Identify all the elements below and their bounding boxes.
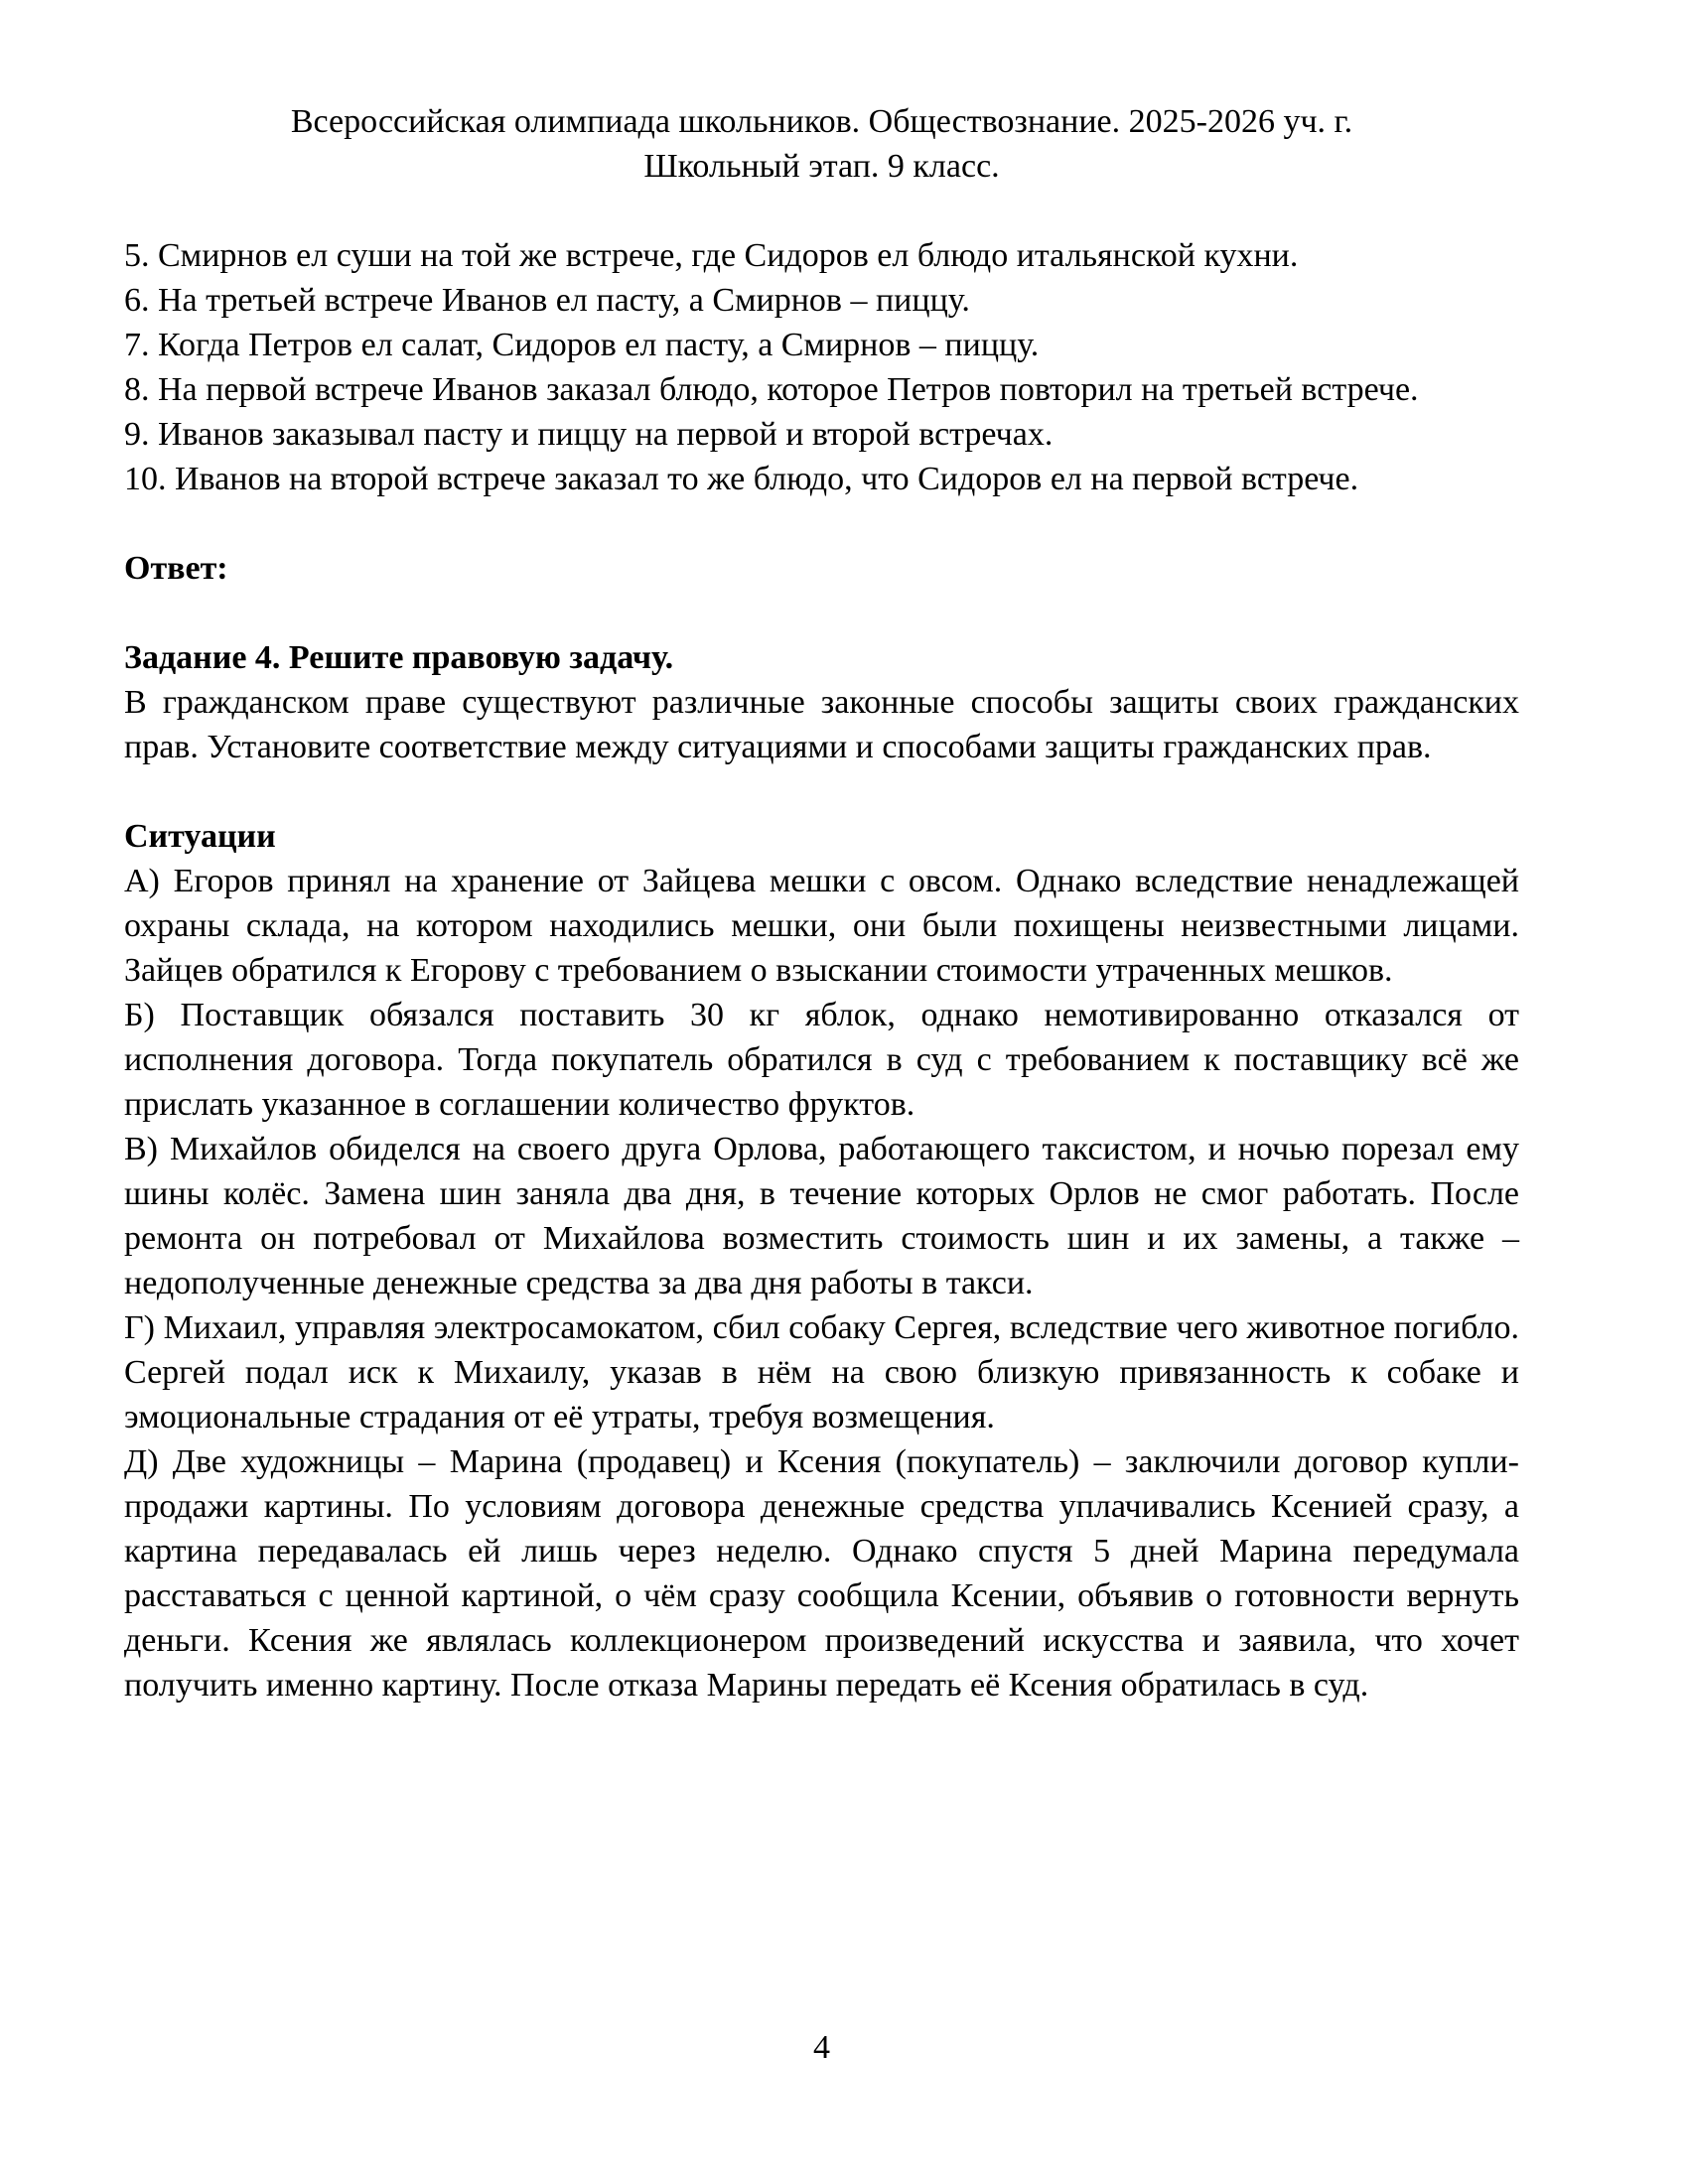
clue-item-9 <box>124 412 1519 457</box>
situation-letter: Б) <box>124 997 155 1033</box>
situation-text: Две художницы – Марина (продавец) и Ксения (покупатель) – заключили договор купли-продажи картины. По условиям договора денежные средства уплачивались Ксенией сразу, а картина передавалась ей лишь через неделю. Однако спустя 5 дней Марина передумала расставаться с ценной картиной, о чём сразу сообщила Ксении, объявив о готовности вернуть деньги. Ксения же являлась коллекционером произведений искусства и заявила, что хочет получить именно картину. После отказа Марины передать её Ксения обратилась в суд. <box>124 1443 1519 1704</box>
situation-text: Михаил, управляя электросамокатом, сбил собаку Сергея, вследствие чего животное погибло. Сергей подал иск к Михаилу, указав в нём на свою близкую привязанность к собаке и эмоциональные страдания от её утраты, требуя возмещения. <box>124 1309 1520 1435</box>
header-line-2: Школьный этап. 9 класс. <box>643 148 1000 185</box>
task4-intro: В гражданском праве существуют различные законные способы защиты своих гражданских прав. Установите соответствие между ситуациями и способами защиты гражданских прав. <box>124 684 1519 765</box>
header-line-1: Всероссийская олимпиада школьников. Обществознание. 2025-2026 уч. г. <box>290 103 1353 140</box>
clue-item-8 <box>124 367 1519 412</box>
document-header <box>124 99 1519 189</box>
answer-label: Ответ: <box>124 550 228 587</box>
clue-text: На третьей встрече Иванов ел пасту, а Смирнов – пиццу. <box>158 282 970 319</box>
clue-number: 5. <box>124 237 150 274</box>
clue-list <box>124 233 1519 501</box>
clue-number: 10. <box>124 461 167 497</box>
situation-item-v <box>124 1127 1519 1305</box>
situations-heading: Ситуации <box>124 818 276 855</box>
clue-number: 8. <box>124 371 150 408</box>
task4-title: Задание 4. Решите правовую задачу. <box>124 639 674 676</box>
clue-number: 6. <box>124 282 150 319</box>
clue-number: 9. <box>124 416 150 453</box>
clue-text: Иванов заказывал пасту и пиццу на первой и второй встречах. <box>158 416 1054 453</box>
situation-item-b <box>124 993 1519 1127</box>
situation-text: Егоров принял на хранение от Зайцева мешки с овсом. Однако вследствие ненадлежащей охраны склада, на котором находились мешки, они были похищены неизвестными лицами. Зайцев обратился к Егорову с требованием о взыскании стоимости утраченных мешков. <box>124 863 1519 989</box>
clue-text: На первой встрече Иванов заказал блюдо, которое Петров повторил на третьей встрече. <box>158 371 1419 408</box>
clue-text: Смирнов ел суши на той же встрече, где Сидоров ел блюдо итальянской кухни. <box>158 237 1299 274</box>
situation-item-g <box>124 1305 1519 1439</box>
clue-item-10 <box>124 457 1519 501</box>
situation-item-a <box>124 859 1519 993</box>
situation-letter: В) <box>124 1131 158 1167</box>
situation-letter: А) <box>124 863 160 899</box>
situation-text: Михайлов обиделся на своего друга Орлова, работающего таксистом, и ночью порезал ему шины колёс. Замена шин заняла два дня, в течение которых Орлов не смог работать. После ремонта он потребовал от Михайлова возместить стоимость шин и их замены, а также – недополученные денежные средства за два дня работы в такси. <box>124 1131 1520 1301</box>
clue-text: Когда Петров ел салат, Сидоров ел пасту, а Смирнов – пиццу. <box>158 327 1040 363</box>
page-number: 4 <box>813 2029 830 2066</box>
clue-number: 7. <box>124 327 150 363</box>
situation-letter: Г) <box>124 1309 155 1346</box>
situation-letter: Д) <box>124 1443 159 1480</box>
clue-item-5 <box>124 233 1519 278</box>
situations-list <box>124 859 1519 1707</box>
clue-text: Иванов на второй встрече заказал то же блюдо, что Сидоров ел на первой встрече. <box>175 461 1359 497</box>
clue-item-6 <box>124 278 1519 323</box>
situation-text: Поставщик обязался поставить 30 кг яблок, однако немотивированно отказался от исполнения договора. Тогда покупатель обратился в суд с требованием к поставщику всё же прислать указанное в соглашении количество фруктов. <box>124 997 1519 1123</box>
clue-item-7 <box>124 323 1519 367</box>
situation-item-d <box>124 1439 1519 1707</box>
